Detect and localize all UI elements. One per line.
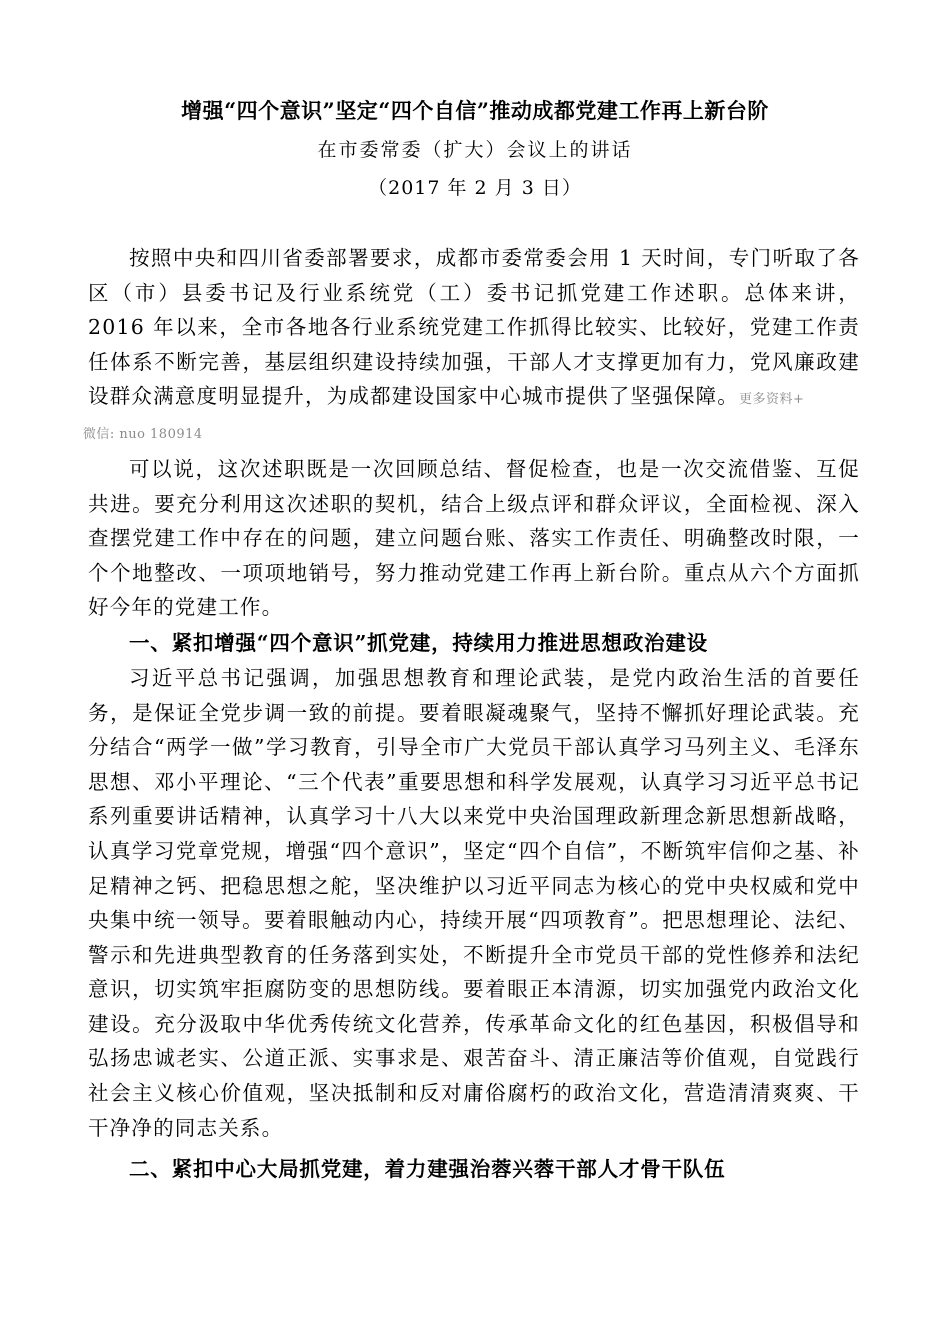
paragraph-1-text: 按照中央和四川省委部署要求，成都市委常委会用 1 天时间，专门听取了各区（市）县委书记及行业系统党（工）委书记抓党建工作述职。总体来讲，2016 年以来，全市各地各行业系统党建工作抓得比较实、比较好，党建工作责任体系不断完善，基层组织建设持续加强，干部人才支撑更加有力，党风廉政建设群众满意度明显提升，为成都建设国家中心城市提供了坚强保障。 — [88, 246, 860, 409]
paragraph-2: 可以说，这次述职既是一次回顾总结、督促检查，也是一次交流借鉴、互促共进。要充分利用这次述职的契机，结合上级点评和群众评议，全面检视、深入查摆党建工作中存在的问题，建立问题台账、落实工作责任、明确整改时限，一个个地整改、一项项地销号，努力推动党建工作再上新台阶。重点从六个方面抓好今年的党建工作。 — [88, 456, 860, 620]
section-heading-1: 一、紧扣增强“四个意识”抓党建，持续用力推进思想政治建设 — [129, 630, 708, 655]
wechat-note: 微信: nuo 180914 — [82, 426, 203, 442]
paragraph-1 — [82, 241, 860, 452]
document-body — [82, 241, 860, 1187]
document-subtitle: 在市委常委（扩大）会议上的讲话 — [317, 139, 633, 161]
more-info-note: 更多资料+ — [739, 392, 805, 408]
section-heading-2: 二、紧扣中心大局抓党建，着力建强治蓉兴蓉干部人才骨干队伍 — [129, 1157, 726, 1182]
paragraph-3: 习近平总书记强调，加强思想教育和理论武装，是党内政治生活的首要任务，是保证全党步调一致的前提。要着眼凝魂聚气，坚持不懈抓好理论武装。充分结合“两学一做”学习教育，引导全市广大党员干部认真学习马列主义、毛泽东思想、邓小平理论、“三个代表”重要思想和科学发展观，认真学习习近平总书记系列重要讲话精神，认真学习十八大以来党中央治国理政新理念新思想新战略，认真学习党章党规，增强“四个意识”，坚定“四个自信”，不断筑牢信仰之基、补足精神之钙、把稳思想之舵，坚决维护以习近平同志为核心的党中央权威和党中央集中统一领导。要着眼触动内心，持续开展“四项教育”。把思想理论、法纪、警示和先进典型教育的任务落到实处，不断提升全市党员干部的党性修养和法纪意识，切实筑牢拒腐防变的思想防线。要着眼正本清源，切实加强党内政治文化建设。充分汲取中华优秀传统文化营养，传承革命文化的红色基因，积极倡导和弘扬忠诚老实、公道正派、实事求是、艰苦奋斗、清正廉洁等价值观，自觉践行社会主义核心价值观，坚决抵制和反对庸俗腐朽的政治文化，营造清清爽爽、干干净净的同志关系。 — [88, 665, 860, 1140]
document-title: 增强“四个意识”坚定“四个自信”推动成都党建工作再上新台阶 — [181, 98, 769, 123]
document-date: （2017 年 2 月 3 日） — [368, 177, 582, 199]
